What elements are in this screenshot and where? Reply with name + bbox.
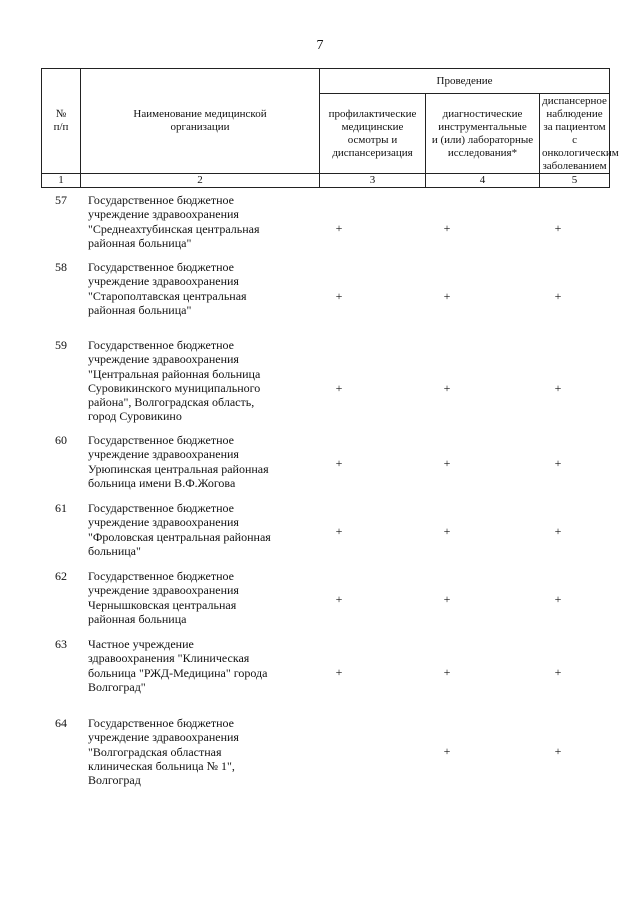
mark-col5: + [554, 524, 562, 538]
table-row [41, 433, 609, 501]
mark-col4: + [443, 221, 451, 235]
row-number: 61 [55, 501, 67, 515]
table-row [41, 501, 609, 569]
organization-name: Государственное бюджетное учреждение здравоохранения "Старополтавская центральная районная больница" [88, 260, 247, 317]
organization-name: Государственное бюджетное учреждение здравоохранения "Центральная районная больница Суровикинского муниципального района", Волгоградская область, город Суровикино [88, 338, 261, 424]
mark-col4: + [443, 665, 451, 679]
table-row [41, 338, 609, 433]
row-number: 62 [55, 569, 67, 583]
header-col3: профилактические медицинские осмотры и диспансеризация [320, 94, 426, 174]
mark-col5: + [554, 456, 562, 470]
mark-col4: + [443, 381, 451, 395]
mark-col3: + [335, 524, 343, 538]
mark-col3: + [335, 665, 343, 679]
mark-col3: + [335, 592, 343, 606]
table-row [41, 260, 609, 338]
row-number: 58 [55, 260, 67, 274]
header-index-1: 1 [42, 174, 81, 188]
row-number: 60 [55, 433, 67, 447]
row-number: 59 [55, 338, 67, 352]
organization-name: Государственное бюджетное учреждение здравоохранения Чернышковская центральная районная больница [88, 569, 239, 626]
table-row [41, 569, 609, 637]
table-row [41, 193, 609, 260]
page-number: 7 [316, 38, 324, 53]
header-index-2: 2 [81, 174, 320, 188]
header-index-4: 4 [426, 174, 540, 188]
mark-col3: + [335, 221, 343, 235]
mark-col5: + [554, 744, 562, 758]
mark-col4: + [443, 524, 451, 538]
table-header [41, 68, 619, 188]
header-index-5: 5 [540, 174, 610, 188]
table-row [41, 716, 609, 796]
header-col5: диспансерное наблюдение за пациентом с онкологическим заболеванием [540, 94, 610, 174]
table-row [41, 637, 609, 716]
organization-name: Государственное бюджетное учреждение здравоохранения "Волгоградская областная клиническая больница № 1", Волгоград [88, 716, 239, 788]
mark-col3: + [335, 381, 343, 395]
header-index-3: 3 [320, 174, 426, 188]
mark-col5: + [554, 592, 562, 606]
header-group: Проведение [320, 69, 610, 94]
organization-name: Частное учреждение здравоохранения "Клиническая больница "РЖД-Медицина" города Волгоград" [88, 637, 268, 694]
table-body [41, 193, 609, 796]
row-number: 63 [55, 637, 67, 651]
mark-col4: + [443, 744, 451, 758]
mark-col4: + [443, 456, 451, 470]
mark-col5: + [554, 665, 562, 679]
row-number: 57 [55, 193, 67, 207]
mark-col3: + [335, 456, 343, 470]
organization-name: Государственное бюджетное учреждение здравоохранения "Среднеахтубинская центральная районная больница" [88, 193, 260, 250]
header-num: № п/п [42, 69, 81, 174]
header-name: Наименование медицинской организации [81, 69, 320, 174]
mark-col4: + [443, 592, 451, 606]
mark-col4: + [443, 289, 451, 303]
mark-col5: + [554, 289, 562, 303]
mark-col3: + [335, 289, 343, 303]
mark-col5: + [554, 221, 562, 235]
organization-name: Государственное бюджетное учреждение здравоохранения Урюпинская центральная районная больница имени В.Ф.Жогова [88, 433, 269, 490]
header-col4: диагностические инструментальные и (или) лабораторные исследования* [426, 94, 540, 174]
organization-name: Государственное бюджетное учреждение здравоохранения "Фроловская центральная районная больница" [88, 501, 271, 558]
row-number: 64 [55, 716, 67, 730]
mark-col5: + [554, 381, 562, 395]
